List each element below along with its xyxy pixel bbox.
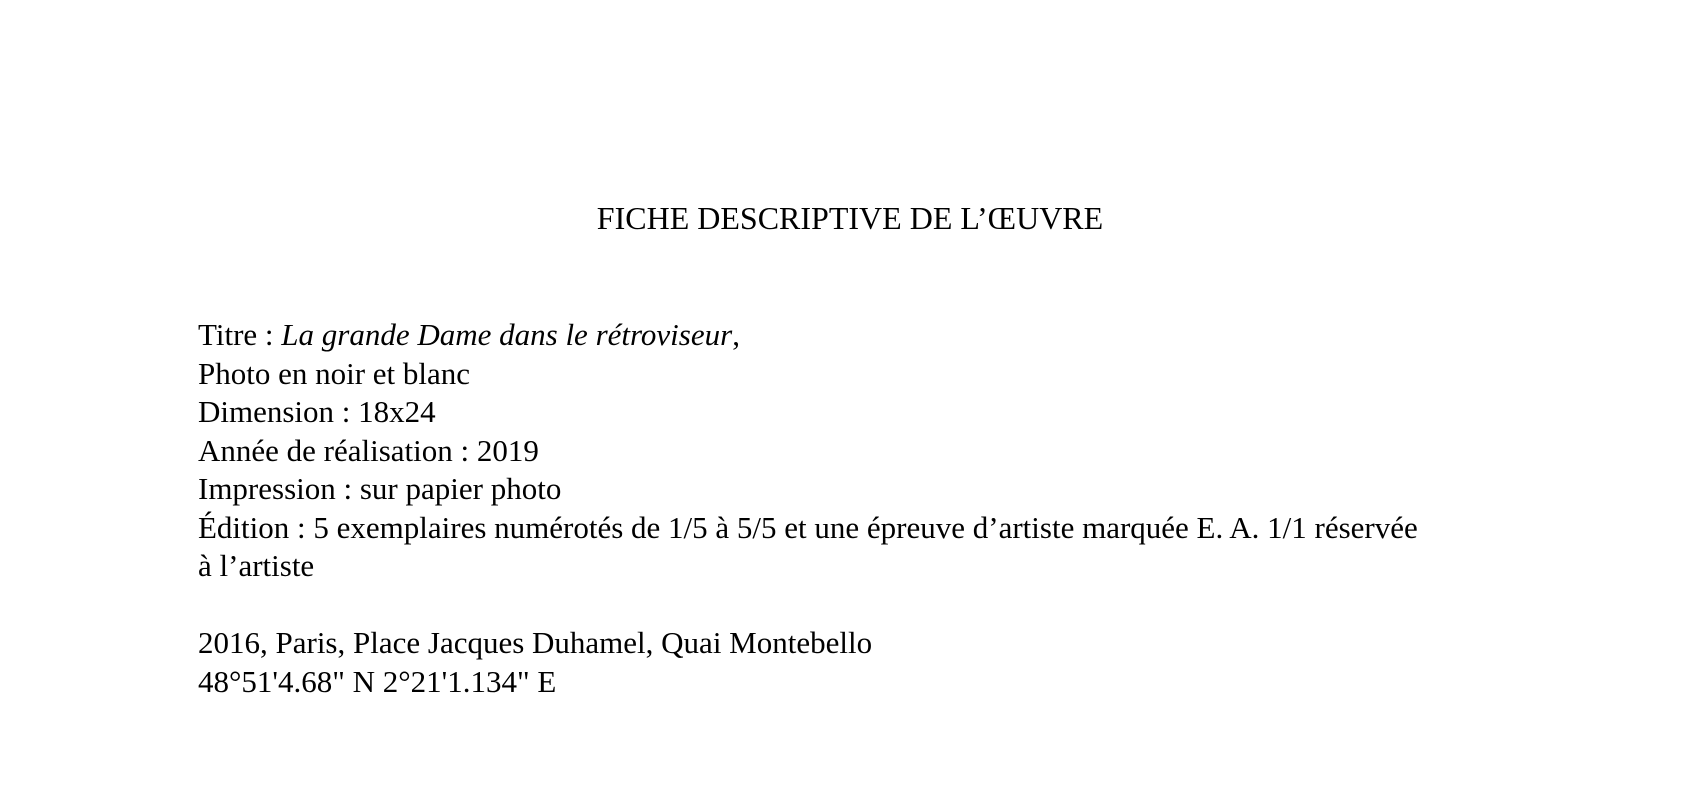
edition-line: Édition : 5 exemplaires numérotés de 1/5 à 5/5 et une épreuve d’artiste marquée E. A. 1/1 réservée à l’artiste [198, 509, 1418, 583]
coordinates-line: 48°51'4.68" N 2°21'1.134" E [198, 663, 557, 699]
printing-line: Impression : sur papier photo [198, 471, 562, 506]
title-label: Titre : [198, 317, 282, 352]
dimension-line: Dimension : 18x24 [198, 394, 436, 429]
paragraph-gap [198, 586, 1498, 625]
location-line: 2016, Paris, Place Jacques Duhamel, Quai Montebello [198, 625, 873, 660]
artwork-description [198, 316, 1498, 701]
artwork-title: La grande Dame dans le rétroviseur [281, 317, 733, 352]
title-line [198, 316, 1498, 355]
document-heading: FICHE DESCRIPTIVE DE L’ŒUVRE [596, 200, 1104, 236]
year-line: Année de réalisation : 2019 [198, 432, 539, 468]
medium-line: Photo en noir et blanc [198, 355, 471, 391]
title-suffix: , [732, 317, 740, 352]
